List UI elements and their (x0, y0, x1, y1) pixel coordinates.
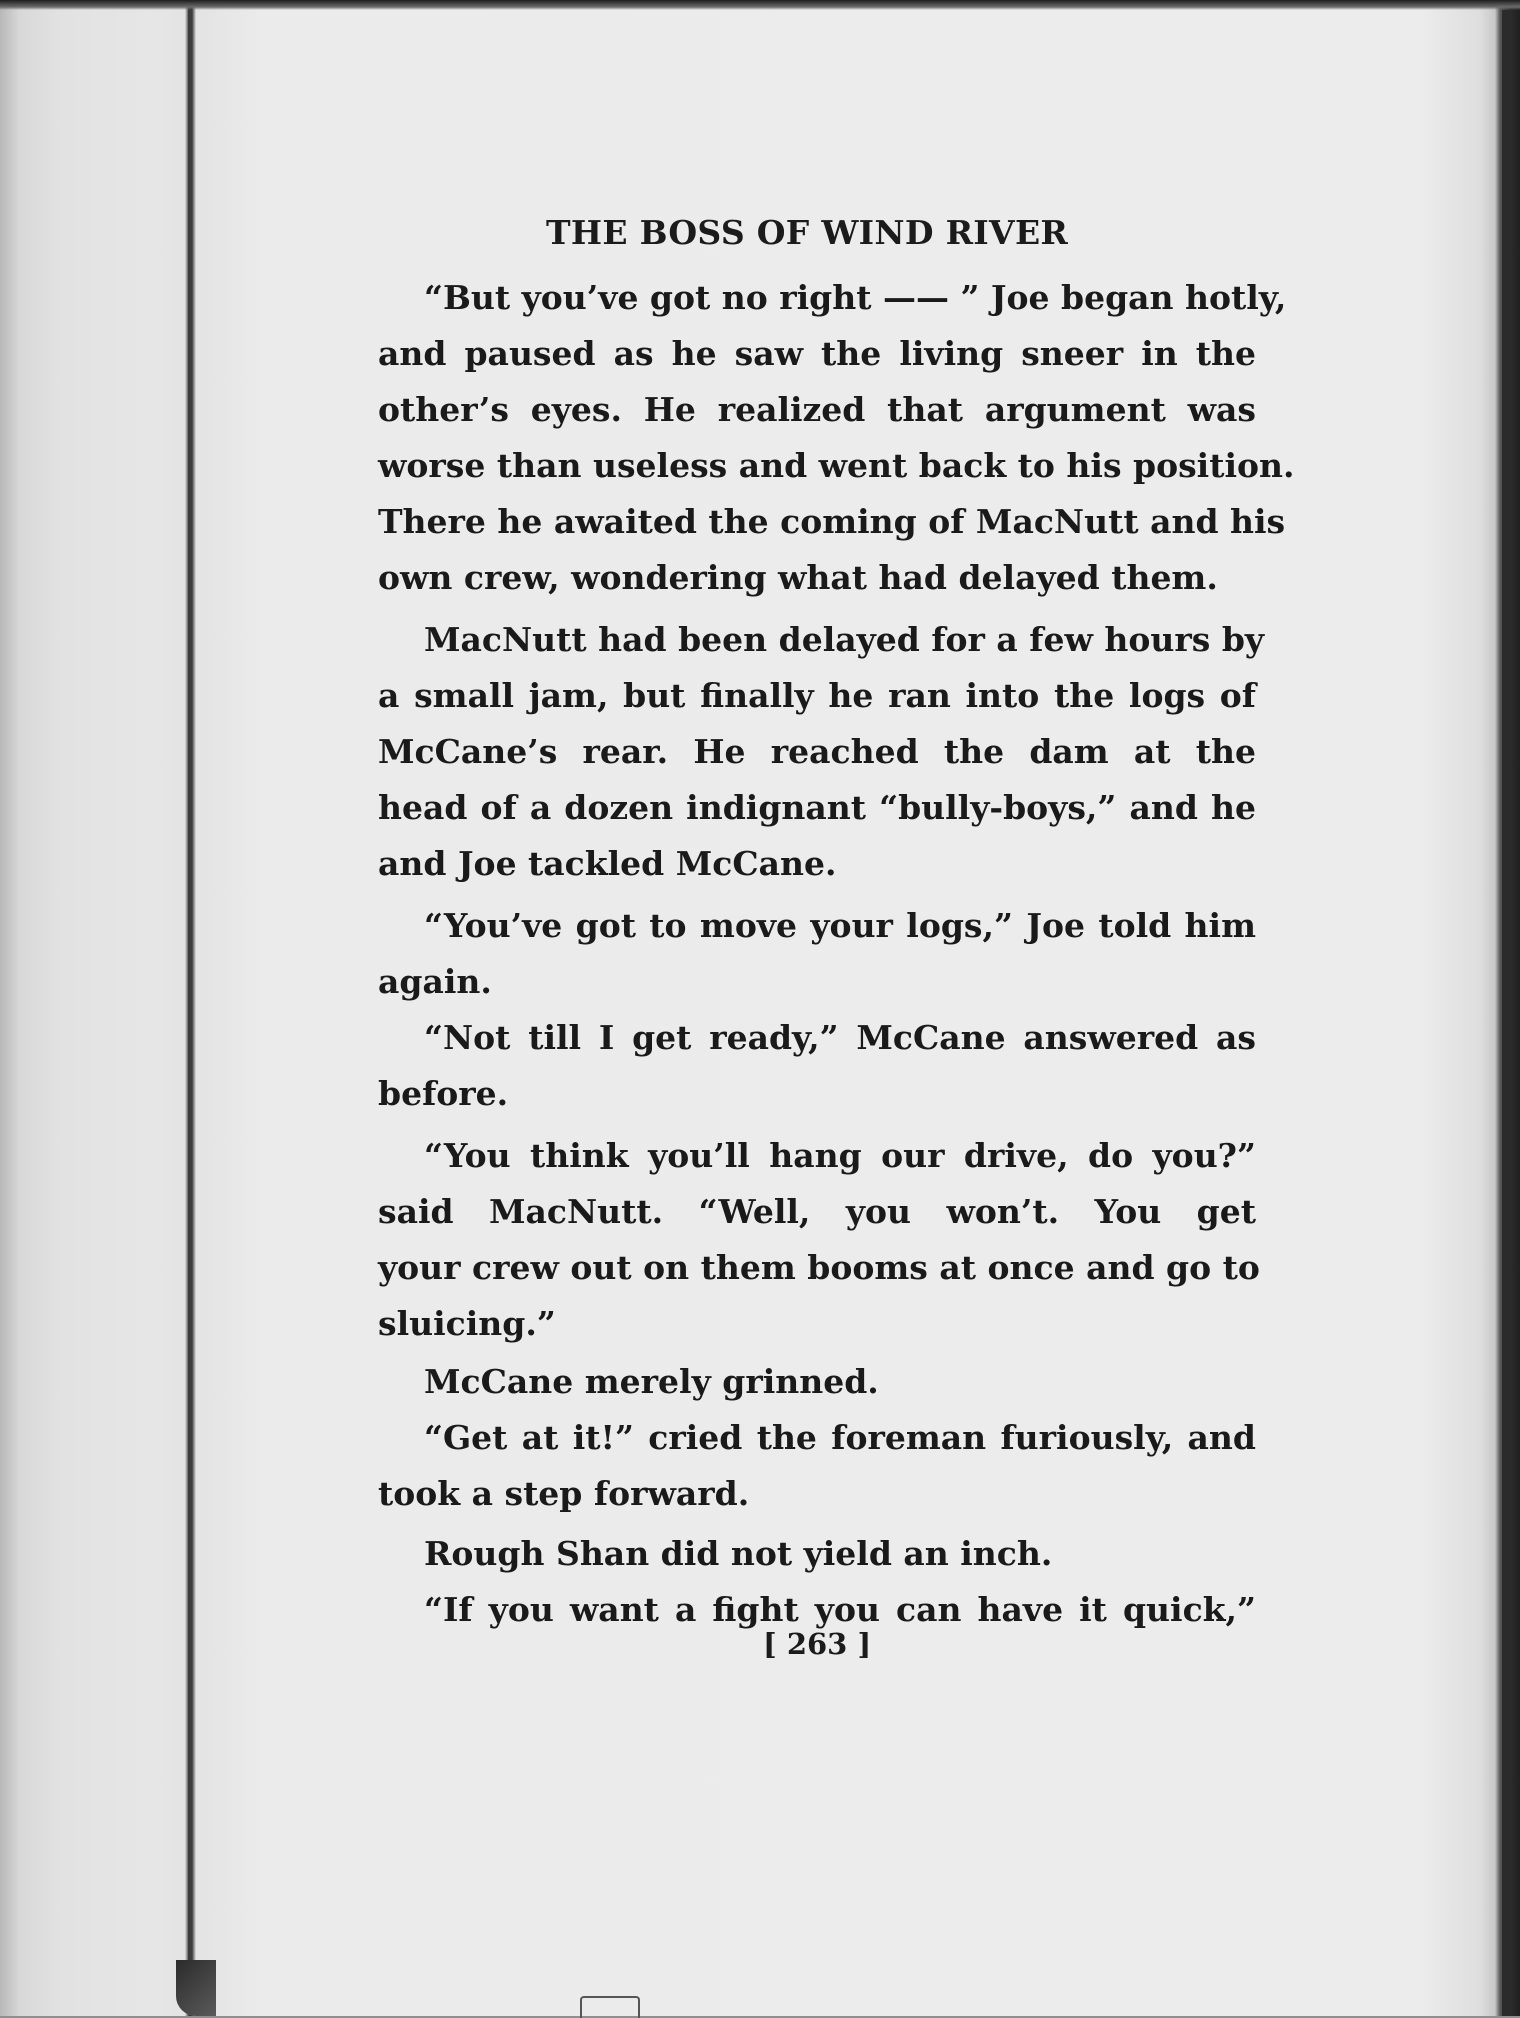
text-line: other’s eyes. He realized that argument was (378, 390, 1256, 429)
left-blank-page (0, 0, 188, 2016)
text-line: and paused as he saw the living sneer in the (378, 334, 1256, 373)
text-line: Rough Shan did not yield an inch. (424, 1534, 1053, 1573)
running-head: THE BOSS OF WIND RIVER (546, 213, 1069, 252)
text-line: MacNutt had been delayed for a few hours by (424, 620, 1265, 659)
text-line: “If you want a fight you can have it quick,” (424, 1590, 1256, 1629)
text-line: and Joe tackled McCane. (378, 844, 837, 883)
top-scan-edge (0, 0, 1520, 10)
text-line: own crew, wondering what had delayed them. (378, 558, 1218, 597)
book-spine-gutter (188, 10, 192, 2000)
text-line: a small jam, but finally he ran into the logs of (378, 676, 1256, 715)
text-line: said MacNutt. “Well, you won’t. You get (378, 1192, 1256, 1231)
text-line: There he awaited the coming of MacNutt and his (378, 502, 1286, 541)
right-page-edge (1502, 10, 1510, 2016)
text-line: again. (378, 962, 492, 1001)
text-line: took a step forward. (378, 1474, 750, 1513)
bottom-page-tab (580, 1996, 640, 2018)
text-line: “But you’ve got no right —— ” Joe began hotly, (424, 278, 1287, 317)
text-line: before. (378, 1074, 509, 1113)
page-number: [ 263 ] (763, 1627, 872, 1661)
text-line: sluicing.” (378, 1304, 556, 1343)
text-line: “You think you’ll hang our drive, do you?” (424, 1136, 1256, 1175)
text-line: head of a dozen indignant “bully-boys,” and he (378, 788, 1256, 827)
text-line: McCane merely grinned. (424, 1362, 879, 1401)
text-line: worse than useless and went back to his position. (378, 446, 1295, 485)
text-line: “Not till I get ready,” McCane answered as (424, 1018, 1256, 1057)
text-line: “Get at it!” cried the foreman furiously, and (424, 1418, 1256, 1457)
bottom-binding-corner (176, 1960, 216, 2016)
text-line: your crew out on them booms at once and go to (378, 1248, 1260, 1287)
text-line: “You’ve got to move your logs,” Joe told him (424, 906, 1256, 945)
text-line: McCane’s rear. He reached the dam at the (378, 732, 1256, 771)
